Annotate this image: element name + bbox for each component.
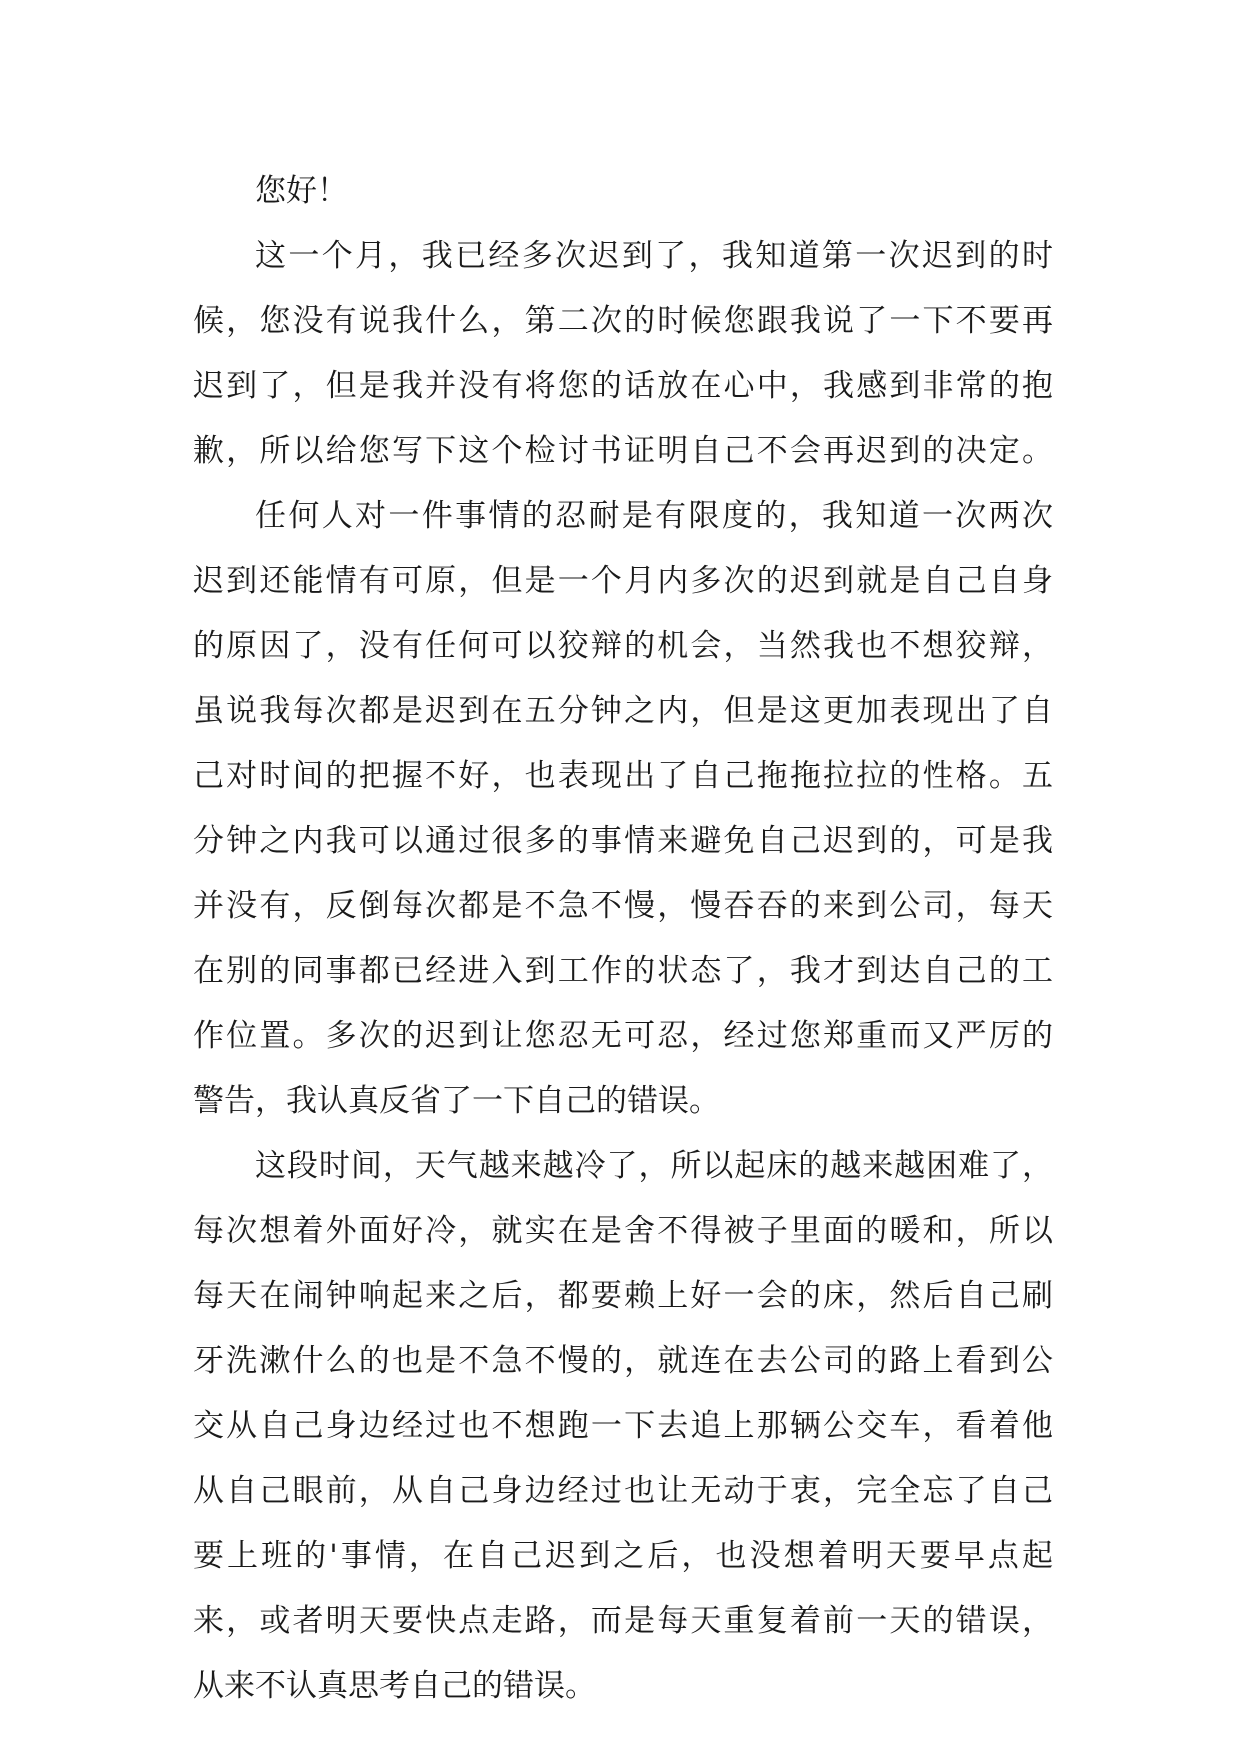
paragraph-line: 并没有，反倒每次都是不急不慢，慢吞吞的来到公司，每天 (193, 888, 1053, 924)
paragraph-line: 分钟之内我可以通过很多的事情来避免自己迟到的，可是我 (193, 823, 1053, 859)
paragraph-line: 从自己眼前，从自己身边经过也让无动于衷，完全忘了自己 (193, 1473, 1053, 1509)
paragraph-line: 迟到了，但是我并没有将您的话放在心中，我感到非常的抱 (193, 368, 1053, 404)
paragraph-3 (193, 1134, 1053, 1719)
document-body (193, 159, 1053, 1719)
paragraph-line: 要上班的'事情，在自己迟到之后，也没想着明天要早点起 (193, 1538, 1053, 1574)
paragraph-line: 每次想着外面好冷，就实在是舍不得被子里面的暖和，所以 (193, 1213, 1053, 1249)
paragraph-line: 从来不认真思考自己的错误。 (193, 1668, 596, 1704)
paragraph-line: 这段时间，天气越来越冷了，所以起床的越来越困难了， (255, 1148, 1053, 1184)
paragraph-line: 歉，所以给您写下这个检讨书证明自己不会再迟到的决定。 (193, 433, 1053, 469)
paragraph-line: 迟到还能情有可原，但是一个月内多次的迟到就是自己自身 (193, 563, 1053, 599)
paragraph-line: 的原因了，没有任何可以狡辩的机会，当然我也不想狡辩， (193, 628, 1053, 664)
paragraph-line: 候，您没有说我什么，第二次的时候您跟我说了一下不要再 (193, 303, 1053, 339)
paragraph-line: 在别的同事都已经进入到工作的状态了，我才到达自己的工 (193, 953, 1053, 989)
paragraph-line: 作位置。多次的迟到让您忍无可忍，经过您郑重而又严厉的 (193, 1018, 1053, 1054)
greeting-line: 您好！ (255, 173, 348, 209)
paragraph-1 (193, 224, 1053, 484)
paragraph-line: 这一个月，我已经多次迟到了，我知道第一次迟到的时 (255, 238, 1053, 274)
paragraph-line: 每天在闹钟响起来之后，都要赖上好一会的床，然后自己刷 (193, 1278, 1053, 1314)
paragraph-line: 牙洗漱什么的也是不急不慢的，就连在去公司的路上看到公 (193, 1343, 1053, 1379)
paragraph-line: 警告，我认真反省了一下自己的错误。 (193, 1083, 720, 1119)
paragraph-2 (193, 484, 1053, 1134)
paragraph-line: 来，或者明天要快点走路，而是每天重复着前一天的错误， (193, 1603, 1053, 1639)
paragraph-line: 任何人对一件事情的忍耐是有限度的，我知道一次两次 (255, 498, 1053, 534)
paragraph-line: 虽说我每次都是迟到在五分钟之内，但是这更加表现出了自 (193, 693, 1053, 729)
paragraph-line: 交从自己身边经过也不想跑一下去追上那辆公交车，看着他 (193, 1408, 1053, 1444)
paragraph-line: 己对时间的把握不好，也表现出了自己拖拖拉拉的性格。五 (193, 758, 1053, 794)
